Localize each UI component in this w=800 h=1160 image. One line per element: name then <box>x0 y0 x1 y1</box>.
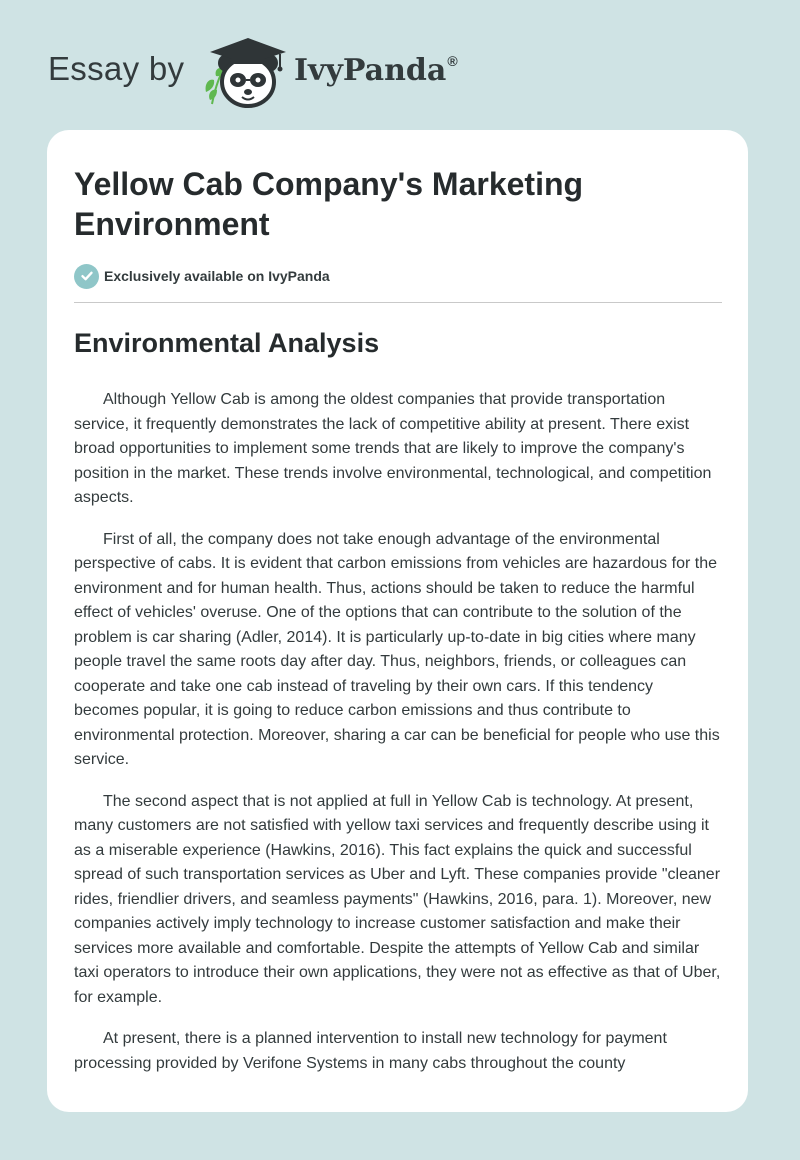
check-icon <box>74 264 99 289</box>
article-body <box>74 388 722 1093</box>
section-heading: Environmental Analysis <box>74 328 380 358</box>
paragraph: First of all, the company does not take enough advantage of the environmental perspective of cabs. It is evident that carbon emissions from vehicles are hazardous for the environment and for human health. Thus, actions should be taken to reduce the harmful effect of vehicles' overuse. One of the options that can contribute to the solution of the problem is car sharing (Adler, 2014). It is particularly up-to-date in big cities where many people travel the same roots day after day. Thus, neighbors, friends, or colleagues can cooperate and take one cab instead of traveling by their own cars. If this tendency becomes popular, it is going to reduce carbon emissions and thus contribute to environmental protection. Moreover, sharing a car can be beneficial for people who use this service. <box>74 530 720 768</box>
paragraph: At present, there is a planned intervention to install new technology for payment processing provided by Verifone Systems in many cabs throughout the county <box>74 1030 667 1072</box>
paragraph: Although Yellow Cab is among the oldest companies that provide transportation service, it frequently demonstrates the lack of competitive ability at present. There exist broad opportunities to implement some trends that are likely to improve the company's position in the market. These trends involve environmental, technological, and competition aspects. <box>74 391 712 506</box>
brand-name: IvyPanda® <box>294 53 458 88</box>
page-title: Yellow Cab Company's Marketing Environment <box>74 166 584 242</box>
article-card <box>47 130 748 1112</box>
paragraph: The second aspect that is not applied at full in Yellow Cab is technology. At present, many customers are not satisfied with yellow taxi services and frequently describe using it as a miserable experience (Hawkins, 2016). This fact explains the quick and successful spread of such transportation services as Uber and Lyft. These companies provide "cleaner rides, friendlier drivers, and seamless payments" (Hawkins, 2016, para. 1). Moreover, new companies actively imply technology to increase customer satisfaction and make their services more available and comfortable. Despite the attempts of Yellow Cab and similar taxi operators to introduce their own applications, they were not as effective as that of Uber, for example. <box>74 792 721 1006</box>
panda-graduate-icon <box>200 36 288 110</box>
registered-mark: ® <box>447 53 458 69</box>
exclusive-badge <box>74 263 330 289</box>
exclusive-label: Exclusively available on IvyPanda <box>104 268 330 284</box>
site-header <box>0 0 800 130</box>
divider <box>74 302 722 303</box>
brand-prefix: Essay by <box>48 50 185 87</box>
